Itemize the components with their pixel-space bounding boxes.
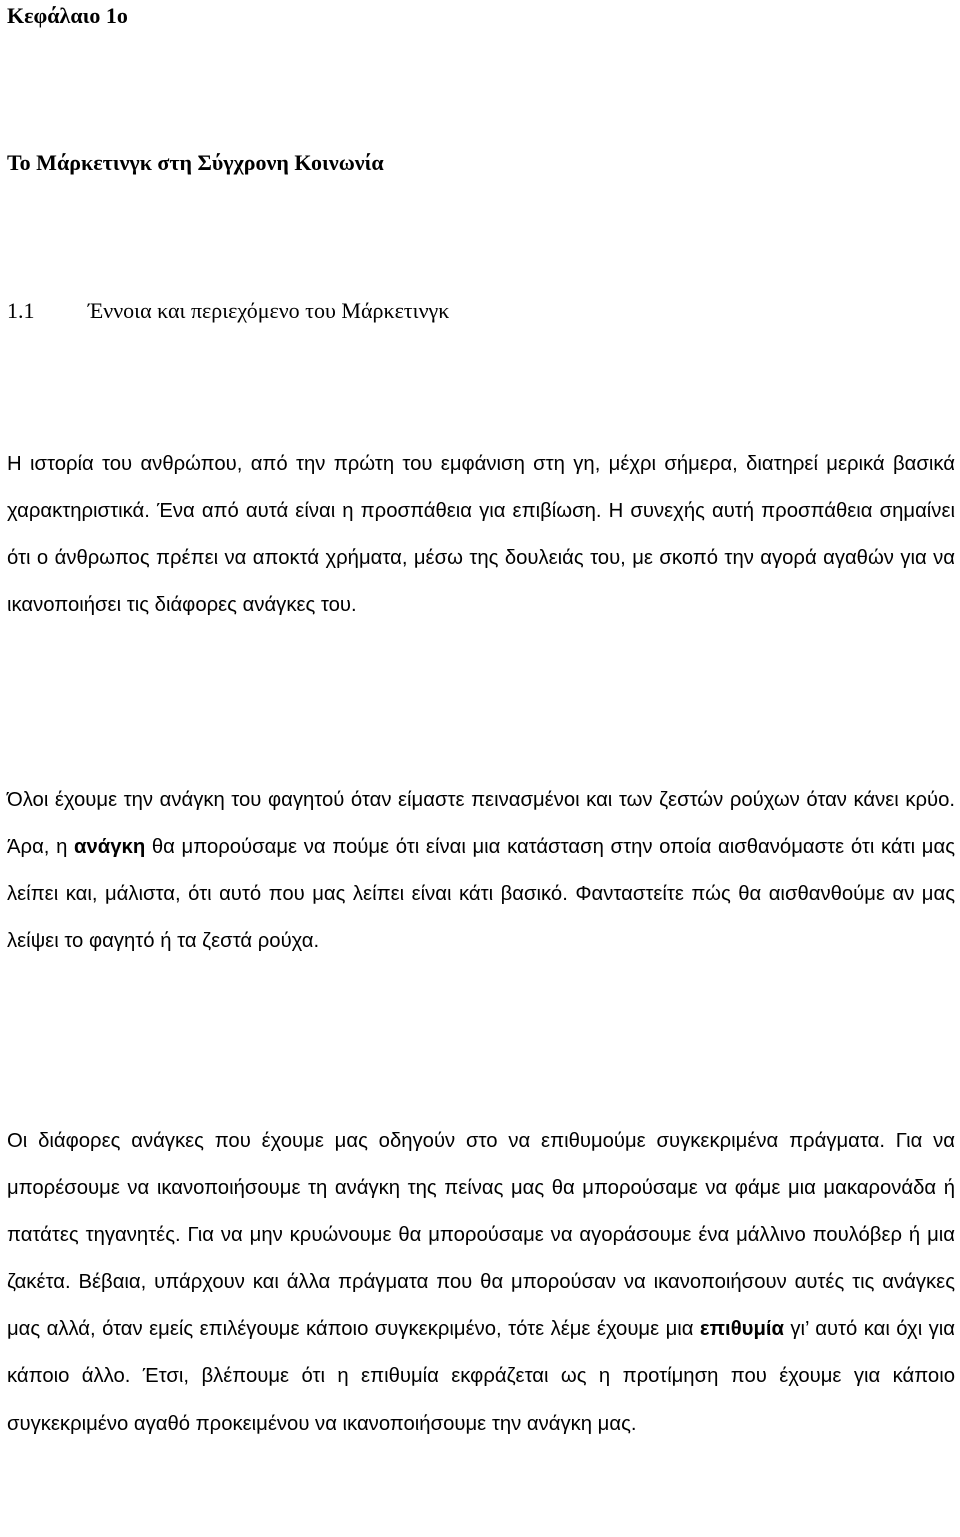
paragraph-desire [7, 1118, 955, 1448]
paragraph-desire-text-end: γι’ αυτό και όχι για κάποιο άλλο. Έτσι, βλέπουμε ότι η επιθυμία εκφράζεται ως η προτίμηση που έχουμε για κάποιο συγκεκριμένο αγαθό προκειμένου να ικανοποιήσουμε την ανάγκη μας. [7, 1318, 955, 1435]
paragraph-need [7, 777, 955, 965]
subsection-number: 1.1 [7, 298, 35, 323]
paragraph-desire-text-start: Οι διάφορες ανάγκες που έχουμε μας οδηγούν στο να επιθυμούμε συγκεκριμένα πράγματα. Για να μπορέσουμε να ικανοποιήσουμε τη ανάγκη της πείνας μας θα μπορούσαμε να φάμε μια μακαρονάδα ή πατάτες τηγανητές. Για να μην κρυώνουμε θα μπορούσαμε να αγοράσουμε ένα μάλλινο πουλόβερ ή μια ζακέτα. Βέβαια, υπάρχουν και άλλα πράγματα που θα μπορούσαν να ικανοποιήσουν αυτές τις ανάγκες μας αλλά, όταν εμείς επιλέγουμε κάποιο συγκεκριμένο, τότε λέμε έχουμε μια [7, 1130, 955, 1341]
paragraph-need-text-end: θα μπορούσαμε να πούμε ότι είναι μια κατάσταση στην οποία αισθανόμαστε ότι κάτι μας λείπει και, μάλιστα, ότι αυτό που μας λείπει είναι κάτι βασικό. Φανταστείτε πώς θα αισθανθούμε αν μας λείψει το φαγητό ή τα ζεστά ρούχα. [7, 836, 955, 953]
subsection-title: Έννοια και περιεχόμενο του Μάρκετινγκ [88, 298, 450, 323]
section-heading: Το Μάρκετινγκ στη Σύγχρονη Κοινωνία [7, 150, 384, 175]
paragraph-survival: Η ιστορία του ανθρώπου, από την πρώτη του εμφάνιση στη γη, μέχρι σήμερα, διατηρεί μερικά βασικά χαρακτηριστικά. Ένα από αυτά είναι η προσπάθεια για επιβίωση. Η συνεχής αυτή προσπάθεια σημαίνει ότι ο άνθρωπος πρέπει να αποκτά χρήματα, μέσω της δουλειάς του, με σκοπό την αγορά αγαθών για να ικανοποιήσει τις διάφορες ανάγκες του. [7, 453, 955, 617]
paragraph-need-text-start: Όλοι έχουμε την ανάγκη του φαγητού όταν είμαστε πεινασμένοι και των ζεστών ρούχων όταν κάνει κρύο. Άρα, η [7, 789, 955, 859]
term-desire: επιθυμία [699, 1318, 784, 1341]
chapter-heading: Κεφάλαιο 1ο [7, 3, 128, 28]
term-need: ανάγκη [74, 836, 146, 859]
subsection-heading [7, 298, 449, 324]
